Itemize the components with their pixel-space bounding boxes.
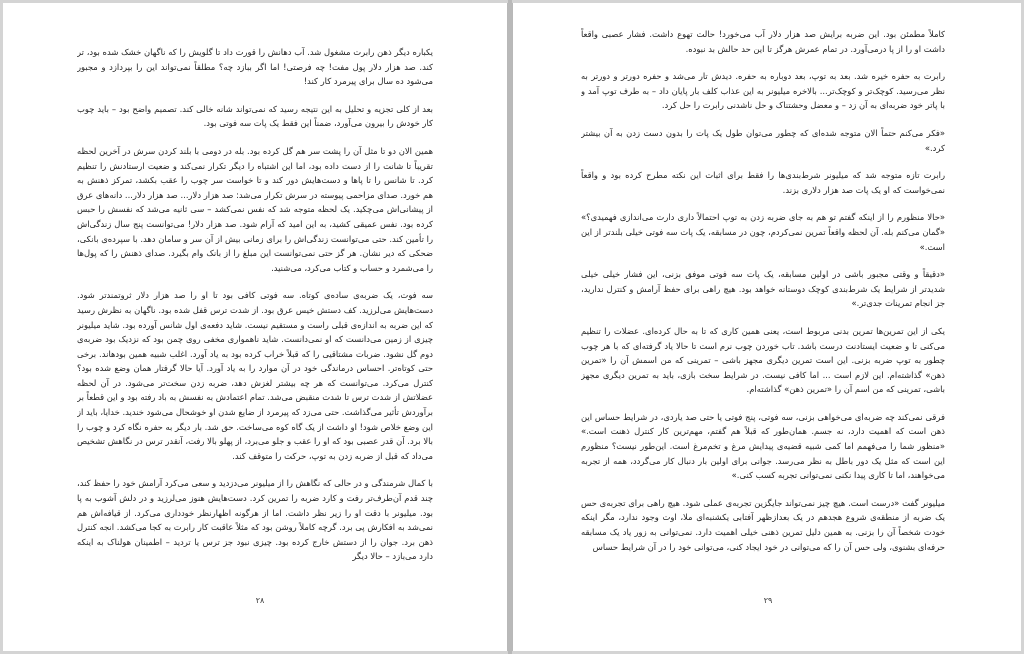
paragraph: بعد از کلی تجزیه و تحلیل به این نتیجه رسید که نمی‌تواند شانه خالی کند. تصمیم واضح بود – باید چوب کار خودش را بیرون می‌آورد، ضمناً این فقط یک پات سه فوتی بود. bbox=[77, 103, 433, 129]
paragraph: همین الان دو تا مثل آن را پشت سر هم گل کرده بود. بله در دومی با بلند کردن سرش در آخرین لحظه تقریباً تا شانت را از دست داده بود، اما این اشتباه را دیگر تکرار نمی‌کند و ضعیت ارستادنش را تنظیم کرد. تا شانس را تا پاها و دست‌هایش دور کند و تا خواست سر چوب را عقب بکشد، تمرکز ذهنش به هم خورد. صدای مزاحمی پیوسته در سرش تکرار می‌شد: صد هزار دلار... صد هزار دلار... دانه‌های عرق از پیشانی‌اش می‌چکید. یک لحظه متوجه شد که نفس نمی‌کشد – سی ثانیه می‌شد که نفسش را حبس کرده بود. نفس عمیقی کشید، به این امید که آرام شود. صد هزار دلار! می‌توانست پنج سال زندگی‌اش را تأمین کند. حتی می‌توانست زندگی‌اش را برای زمانی بیش از آن سر و سامان دهد. با سپرده‌ی بانکی، ضحکی که دیر نشان. هر گز حتی نمی‌توانست این مبلغ را از بانک وام بگیرد. صدای ذهنش را که پول‌ها را می‌شمرد و حساب و کتاب می‌کرد، می‌شنید. bbox=[77, 145, 433, 273]
paragraph: یکی از این تمرین‌ها تمرین بدنی مربوط است، یعنی همین کاری که تا به حال کرده‌ای. عضلات را تنظیم می‌کنی تا و ضعیت ایستادنت درست باشد. تاب خوردن چوب نرم است تا حالا یاد گرفته‌ای که با هر چوب چطور به توپ ضربه بزنی. این است تمرین دیگری مجهز باشی – تمرینی که من اسمش آن را «تمرین ذهن» گذاشته‌ام. این لازم است ... اما کافی نیست. در شرایط سخت بازی، باید به تمرین دیگری مجهز باشی، تمرینی که من اسم آن را «تمرین ذهن» گذاشته‌ام. bbox=[581, 325, 945, 395]
right-page-text bbox=[581, 27, 945, 595]
paragraph: میلیونر گفت «درست است. هیچ چیز نمی‌تواند جایگزین تجربه‌ی عملی شود. هیچ راهی برای تجربه‌ی حس یک ضربه از منطقه‌ی شروع هجدهم در یک بعدازظهر آفتابی یکشنبه‌ای ملا، اوت وجود ندارد، مگر اینکه خودت شخصاً آن را بزنی. به همین دلیل تمرین ذهنی خیلی اهمیت دارد. نمی‌توانی به زور یاد یک مسابقه حرفه‌ای بشنوی، ولی حس آن را که می‌توانی در خود ایجاد کنی، می‌توانی خود را در آن شرایط حساس bbox=[581, 497, 945, 552]
paragraph: یکباره دیگر ذهن رابرت مشغول شد. آب دهانش را قورت داد تا گلویش را که ناگهان خشک شده بود، تر کند. صد هزار دلار پول مفت! چه فرصتی! اما اگر ببازد چه؟ مطلقاً نمی‌تواند این را بپردازد و مجبور می‌شود ده سال برای پیرمرد کار کند! bbox=[77, 47, 433, 87]
left-page bbox=[3, 3, 508, 651]
left-page-text bbox=[77, 45, 433, 595]
page-number: ۲۹ bbox=[763, 596, 773, 605]
paragraph: کاملاً مطمئن بود. این ضربه برایش صد هزار دلار آب می‌خورد! حالت تهوع داشت. فشار عصبی واقعاً داشت او را از پا درمی‌آورد. در تمام عمرش هرگز تا این حد حالش بد نبوده. bbox=[581, 29, 945, 54]
paragraph: «دقیقاً و وقتی مجبور باشی در اولین مسابقه، یک پات سه فوتی موفق بزنی، این فشار خیلی خیلی شدیدتر از شرایط یک شرط‌بندی کوچک دوستانه خواهد بود. هیچ راهی برای حفظ آرامش و کنترل ندارید، جز انجام تمرینات جدی‌تر.» bbox=[581, 269, 945, 309]
paragraph: «حالا منظورم را از اینکه گفتم تو هم به جای ضربه زدن به توپ احتمالاً داری دارت می‌اندازی فهمیدی؟» «گمان می‌کنم بله. آن لحظه واقعاً تمرین نمی‌کردم، چون در مسابقه، یک پات سه فوتی خیلی بلندتر از این است.» bbox=[581, 212, 945, 252]
right-page bbox=[512, 3, 1021, 651]
paragraph: فرقی نمی‌کند چه ضربه‌ای می‌خواهی بزنی، سه فوتی، پنج فوتی یا حتی صد یاردی، در شرایط حساس این ذهن است که اهمیت دارد، نه جسم. همان‌طور که قبلاً هم گفتم، مهم‌ترین کار کنترل ذهنت است.» «منظور شما را می‌فهمم اما کمی شبیه قضیه‌ی پیدایش مرغ و تخم‌مرغ است. این‌طور نیست؟ منظورم این است که مثل یک دور باطل به نظر می‌رسد. جوانی برای اولین بار دنبال کار می‌گردد، همه از تجربه می‌خواهند، اما تا کاری پیدا نکنی نمی‌توانی تجربه کسب کنی.» bbox=[581, 411, 945, 481]
paragraph: با کمال شرمندگی و در حالی که نگاهش را از میلیونر می‌دزدید و سعی می‌کرد آرامش خود را حفظ کند، چند قدم آن‌طرف‌تر رفت و کارد ضربه را تمرین کرد. دست‌هایش هنوز می‌لرزید و در دلش آشوب به پا بود. میلیونر با دقت او را زیر نظر داشت. اما از هرگونه اظهارنظر خودداری می‌کرد. از قیافه‌اش هم نمی‌شد به افکارش پی برد. گرچه کاملاً روشن بود که مثلاً عاقبت کار رابرت به کجا می‌کشد. انجه کنترل ذهن برد. جوان را از دستش خارج کرده بود. چیزی نبود جز ترس یا تردید – اطمینان هولناک به اینکه دارد می‌بازد – حالا دیگر bbox=[77, 478, 433, 562]
page-number: ۲۸ bbox=[255, 596, 265, 605]
paragraph: رابرت به حفره خیره شد. بعد به توپ، بعد دوباره به حفره. دیدش تار می‌شد و حفره دورتر و دورتر به نظر می‌رسید. کوچک‌تر و کوچک‌تر... بالاخره میلیونر به این عذاب کلف بار پایان داد – به طرف توپ آمد و با پاتر خود ضربه‌ای به آن زد – و معضل وحشتناک و حل ناشدنی رابرت را حل کرد. bbox=[581, 71, 945, 111]
paragraph: رابرت تازه متوجه شد که میلیونر شرط‌بندی‌ها را فقط برای اثبات این نکته مطرح کرده بود و واقعاً نمی‌خواست که او یک پات صد هزار دلاری بزند. bbox=[581, 170, 945, 195]
paragraph: «فکر می‌کنم حتماً الان متوجه شده‌ای که چطور می‌توان طول یک پات را بدون دست زدن به آن بیشتر کرد.» bbox=[581, 127, 945, 153]
paragraph: سه فوت، یک ضربه‌ی ساده‌ی کوتاه. سه فوتی کافی بود تا او را صد هزار دلار ثروتمندتر شود. دست‌هایش می‌لرزید. کف دستش خیس عرق بود. از شدت ترس قفل شده بود. ناگهان به نظرش رسید که این ضربه به اندازه‌ی قبلی راست و مستقیم نیست. شاید دفعه‌ی اول شانس آورده بود. شاید میلیونر چیزی از زمین می‌دانست که او نمی‌دانست. شاید ناهمواری مخفی روی چمن بود که نزدیک بود ضربه‌ی دوم گل نشود. ضربات مشتاقیی را که قبلاً خراب کرده بود به یاد آورد. اغلب شبیه همین بودهاند. برخی حتی کوتاه‌تر. احساس درماندگی خود در آن موارد را به یاد آورد. آیا حالا گرفتار همان وضع شده بود؟ کنترل می‌کرد. می‌توانست که هر چه بیشتر لغزش دهد، ضربه زدن سخت‌تر می‌شود. در آن لحظه عضلاتش از شدت ترس تا شدت منقبض می‌شد. تمام اعتمادش به نفسش به باد رفته بود و این قطعاً بر برآوردش تأثیر می‌گذاشت. حتی می‌زد که پیرمرد از ضایع شدن او خوشحال می‌شود خندید. خدایا، باید از این وضع خلاص شود! او داشت از یک گاه کوه می‌ساخت. حق شد. بار دیگر به حفره نگاه کرد و چوب را بالا برد. آن قدر عصبی بود که او را عقب و جلو می‌برد، از پهلو بالا رفت، آنقدر ترس در نگاهش تشخیص می‌داد که قبل از ضربه زدن به توپ، حرکت را متوقف کند. bbox=[77, 290, 433, 461]
